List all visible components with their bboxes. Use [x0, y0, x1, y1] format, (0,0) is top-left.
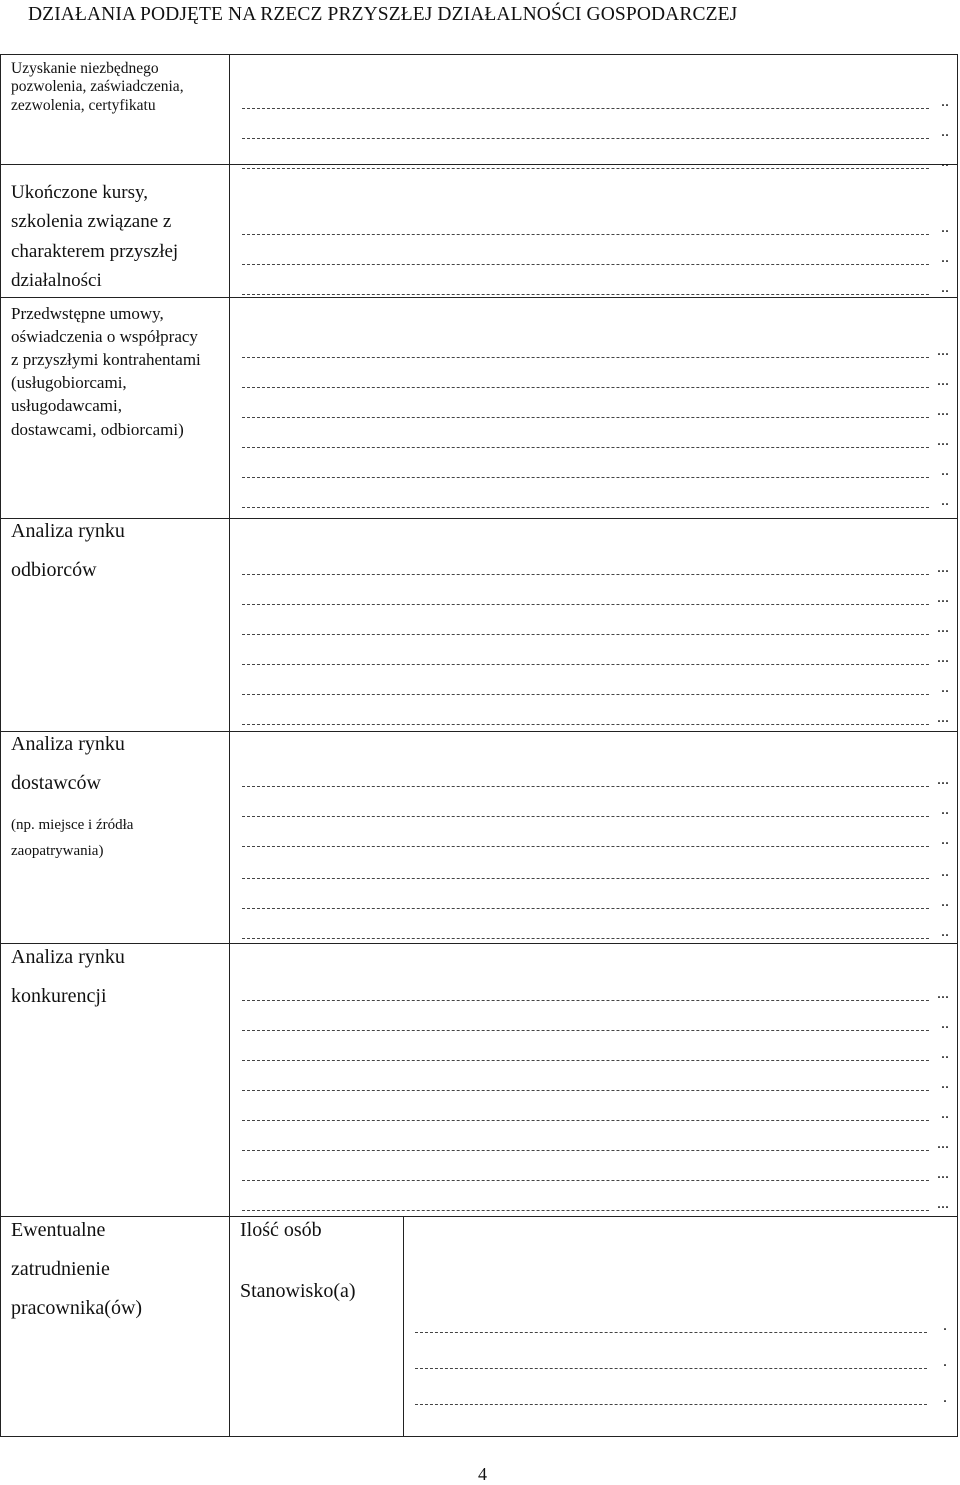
fill-line: ...	[242, 600, 957, 602]
fill-line: ...	[242, 383, 957, 385]
label-competition-1: Analiza rynku	[11, 946, 125, 968]
page-number: 4	[478, 1464, 487, 1484]
label-people-count: Ilość osób	[240, 1219, 322, 1241]
label-courses: Ukończone kursy, szkolenia związane z charakterem przyszłej działalności	[11, 182, 179, 292]
label-permits: Uzyskanie niezbędnego pozwolenia, zaświadczenia, zezwolenia, certyfikatu	[11, 60, 184, 114]
row-divider	[1, 518, 958, 519]
fill-line: ...	[242, 1176, 957, 1178]
fill-line: ..	[242, 874, 957, 876]
fill-line: ...	[242, 443, 957, 445]
fill-line: ...	[242, 630, 957, 632]
label-positions: Stanowisko(a)	[240, 1280, 356, 1302]
fill-line: ..	[242, 812, 957, 814]
fill-line: ..	[242, 1026, 957, 1028]
fill-line: ..	[242, 230, 957, 232]
fill-line: ..	[242, 690, 957, 692]
fill-line: ..	[242, 164, 957, 166]
fill-line: ...	[242, 570, 957, 572]
label-suppliers-note: (np. miejsce i źródła zaopatrywania)	[11, 817, 134, 860]
fill-line: ...	[242, 353, 957, 355]
fill-line: ..	[242, 260, 957, 262]
label-customers-1: Analiza rynku	[11, 520, 125, 542]
column-divider	[403, 1216, 404, 1436]
fill-line: ...	[242, 1146, 957, 1148]
fill-line: .	[415, 1400, 955, 1402]
fill-line: ..	[242, 842, 957, 844]
fill-line: ..	[242, 503, 957, 505]
fill-line: ..	[242, 904, 957, 906]
fill-line: ...	[242, 660, 957, 662]
label-employment-2: zatrudnienie	[11, 1258, 110, 1280]
fill-line: ...	[242, 1206, 957, 1208]
fill-line: ..	[242, 473, 957, 475]
label-employment-1: Ewentualne	[11, 1219, 106, 1241]
fill-line: .	[415, 1328, 955, 1330]
fill-line: ..	[242, 104, 957, 106]
fill-line: ...	[242, 720, 957, 722]
label-suppliers-1: Analiza rynku	[11, 733, 125, 755]
fill-line: ..	[242, 134, 957, 136]
fill-line: ...	[242, 996, 957, 998]
label-customers-2: odbiorców	[11, 559, 97, 581]
row-divider	[1, 297, 958, 298]
fill-line: ...	[242, 413, 957, 415]
fill-line: ..	[242, 1116, 957, 1118]
label-suppliers-2: dostawców	[11, 772, 101, 794]
fill-line: ..	[242, 290, 957, 292]
label-employment-3: pracownika(ów)	[11, 1297, 143, 1319]
fill-line: ...	[242, 782, 957, 784]
row-divider	[1, 731, 958, 732]
label-contracts: Przedwstępne umowy, oświadczenia o współpracy z przyszłymi kontrahentami (usługobiorcami, usługodawcami, dostawcami, odbiorcami)	[11, 304, 201, 439]
row-divider	[1, 1216, 958, 1217]
fill-line: ..	[242, 1056, 957, 1058]
fill-line: ..	[242, 1086, 957, 1088]
fill-line: ..	[242, 934, 957, 936]
fill-line: .	[415, 1364, 955, 1366]
column-divider	[229, 55, 230, 1436]
label-competition-2: konkurencji	[11, 985, 107, 1007]
row-divider	[1, 943, 958, 944]
page-title: DZIAŁANIA PODJĘTE NA RZECZ PRZYSZŁEJ DZIAŁALNOŚCI GOSPODARCZEJ	[28, 4, 738, 25]
